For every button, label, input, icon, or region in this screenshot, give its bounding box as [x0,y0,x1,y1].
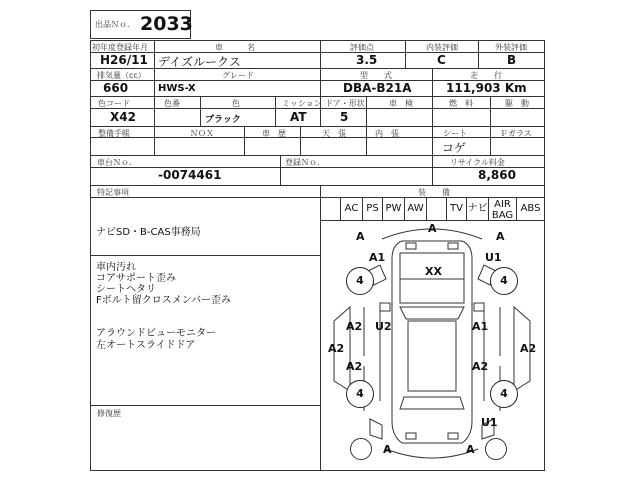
doors-value: 5 [340,110,349,124]
interior-label: 内装評価 [426,43,458,52]
recycle-fee-label: リサイクル料金 [450,158,505,167]
recycle-fee-value: 8,860 [478,168,516,182]
model-label: 型 式 [360,71,392,80]
exterior-label: 外装評価 [495,43,527,52]
exterior-value: B [507,53,517,67]
equip-aw: AW [407,203,424,214]
chassis-no-value: -0074461 [158,168,222,182]
defect-2: コアサポート歪み [96,273,176,284]
score-label: 評価点 [350,43,374,52]
color-label: 色 [232,99,240,108]
displacement-value: 660 [103,81,129,95]
seat-label: シート [443,129,467,138]
reg-no-label: 登録Ｎｏ． [285,158,325,167]
mark-front-left: A [356,230,365,243]
grade-label: グレード [222,71,254,80]
displacement-label: 排気量（cc） [97,71,146,80]
interior-trim-label: 内 張 [375,129,399,138]
reg-year-label: 初年度登録年月 [92,43,148,52]
equip-navi: ナビ [467,203,488,214]
equip-ac: AC [344,203,359,214]
color-code-label: 色コード [98,99,130,108]
interior-value: C [437,53,446,67]
wheel-rear-left: 4 [346,380,374,408]
wheel-front-right: 4 [490,267,518,295]
mark-rear-right: U1 [481,416,498,429]
lot-number: 2033 [140,13,193,35]
seat-value: コゲ [442,141,467,155]
mark-fender-fr: U1 [485,251,502,264]
wheel-front-left: 4 [346,267,374,295]
mark-door-fr: A1 [472,320,489,333]
equip-pw: PW [385,203,402,214]
mark-rear-bumper-right: A [466,443,475,456]
repair-label: 修復歴 [97,409,121,418]
notes-line1: ナビSD・B-CAS事務局 [96,227,201,238]
inspection-label: 車 検 [389,99,413,108]
equip-airbag: AIR BAG [491,199,514,221]
color-no-label: 色番 [164,99,180,108]
wheel-rear-right: 4 [490,380,518,408]
mark-door-fl: A2 [346,320,363,333]
manual-label: 整備手帳 [98,129,130,138]
extra-2: 左オートスライドドア [96,340,196,351]
extra-1: アラウンドビューモニター [96,328,216,339]
equip-ps: PS [366,203,379,214]
color-value: ブラック [205,115,241,125]
lot-label: 出品Ｎｏ． [95,20,135,29]
mark-side-right: A2 [520,342,537,355]
spare-wheel-left [350,438,372,460]
equipment-label: 装 備 [418,188,450,197]
equip-abs: ABS [520,203,541,214]
mileage-value: 111,903 Km [446,81,527,95]
car-diagram [320,221,544,470]
defect-4: Fボルト留クロスメンバー歪み [96,295,232,306]
reg-year-value: H26/11 [100,53,148,67]
fuel-label: 燃 料 [449,99,473,108]
notes-label: 特記事項 [97,188,129,197]
color-code-value: X42 [110,110,136,124]
grade-value: HWS-X [158,83,196,94]
mark-front-right: A [496,230,505,243]
mark-side-left: A2 [328,342,345,355]
history-label: 車 歴 [262,129,286,138]
defect-1: 車内汚れ [96,262,136,273]
doors-label: ドア・形状 [325,99,365,108]
mark-hood: XX [425,265,442,278]
mark-fender-fl: A1 [369,251,386,264]
mission-value: AT [290,110,307,124]
mark-door-rr: A2 [472,360,489,373]
equip-tv: TV [450,203,463,214]
spare-wheel-right [485,438,507,460]
car-name-value: デイズルークス [158,55,241,69]
glass-label: Ｆガラス [500,129,532,138]
mileage-label: 走 行 [470,71,502,80]
drive-label: 駆 動 [505,99,529,108]
score-value: 3.5 [356,53,378,67]
model-value: DBA-B21A [343,81,412,95]
ceiling-label: 天 張 [322,129,346,138]
mission-label: ミッション [282,99,322,108]
mark-door-rl: A2 [346,360,363,373]
mark-pillar-l: U2 [375,320,392,333]
mark-front-bumper: A [428,222,437,235]
nox-label: ＮＯＸ [190,129,214,138]
car-name-label: 車 名 [215,43,255,52]
chassis-no-label: 車台Ｎｏ． [97,158,137,167]
mark-rear-bumper-left: A [383,443,392,456]
defect-3: シートヘタリ [96,284,156,295]
